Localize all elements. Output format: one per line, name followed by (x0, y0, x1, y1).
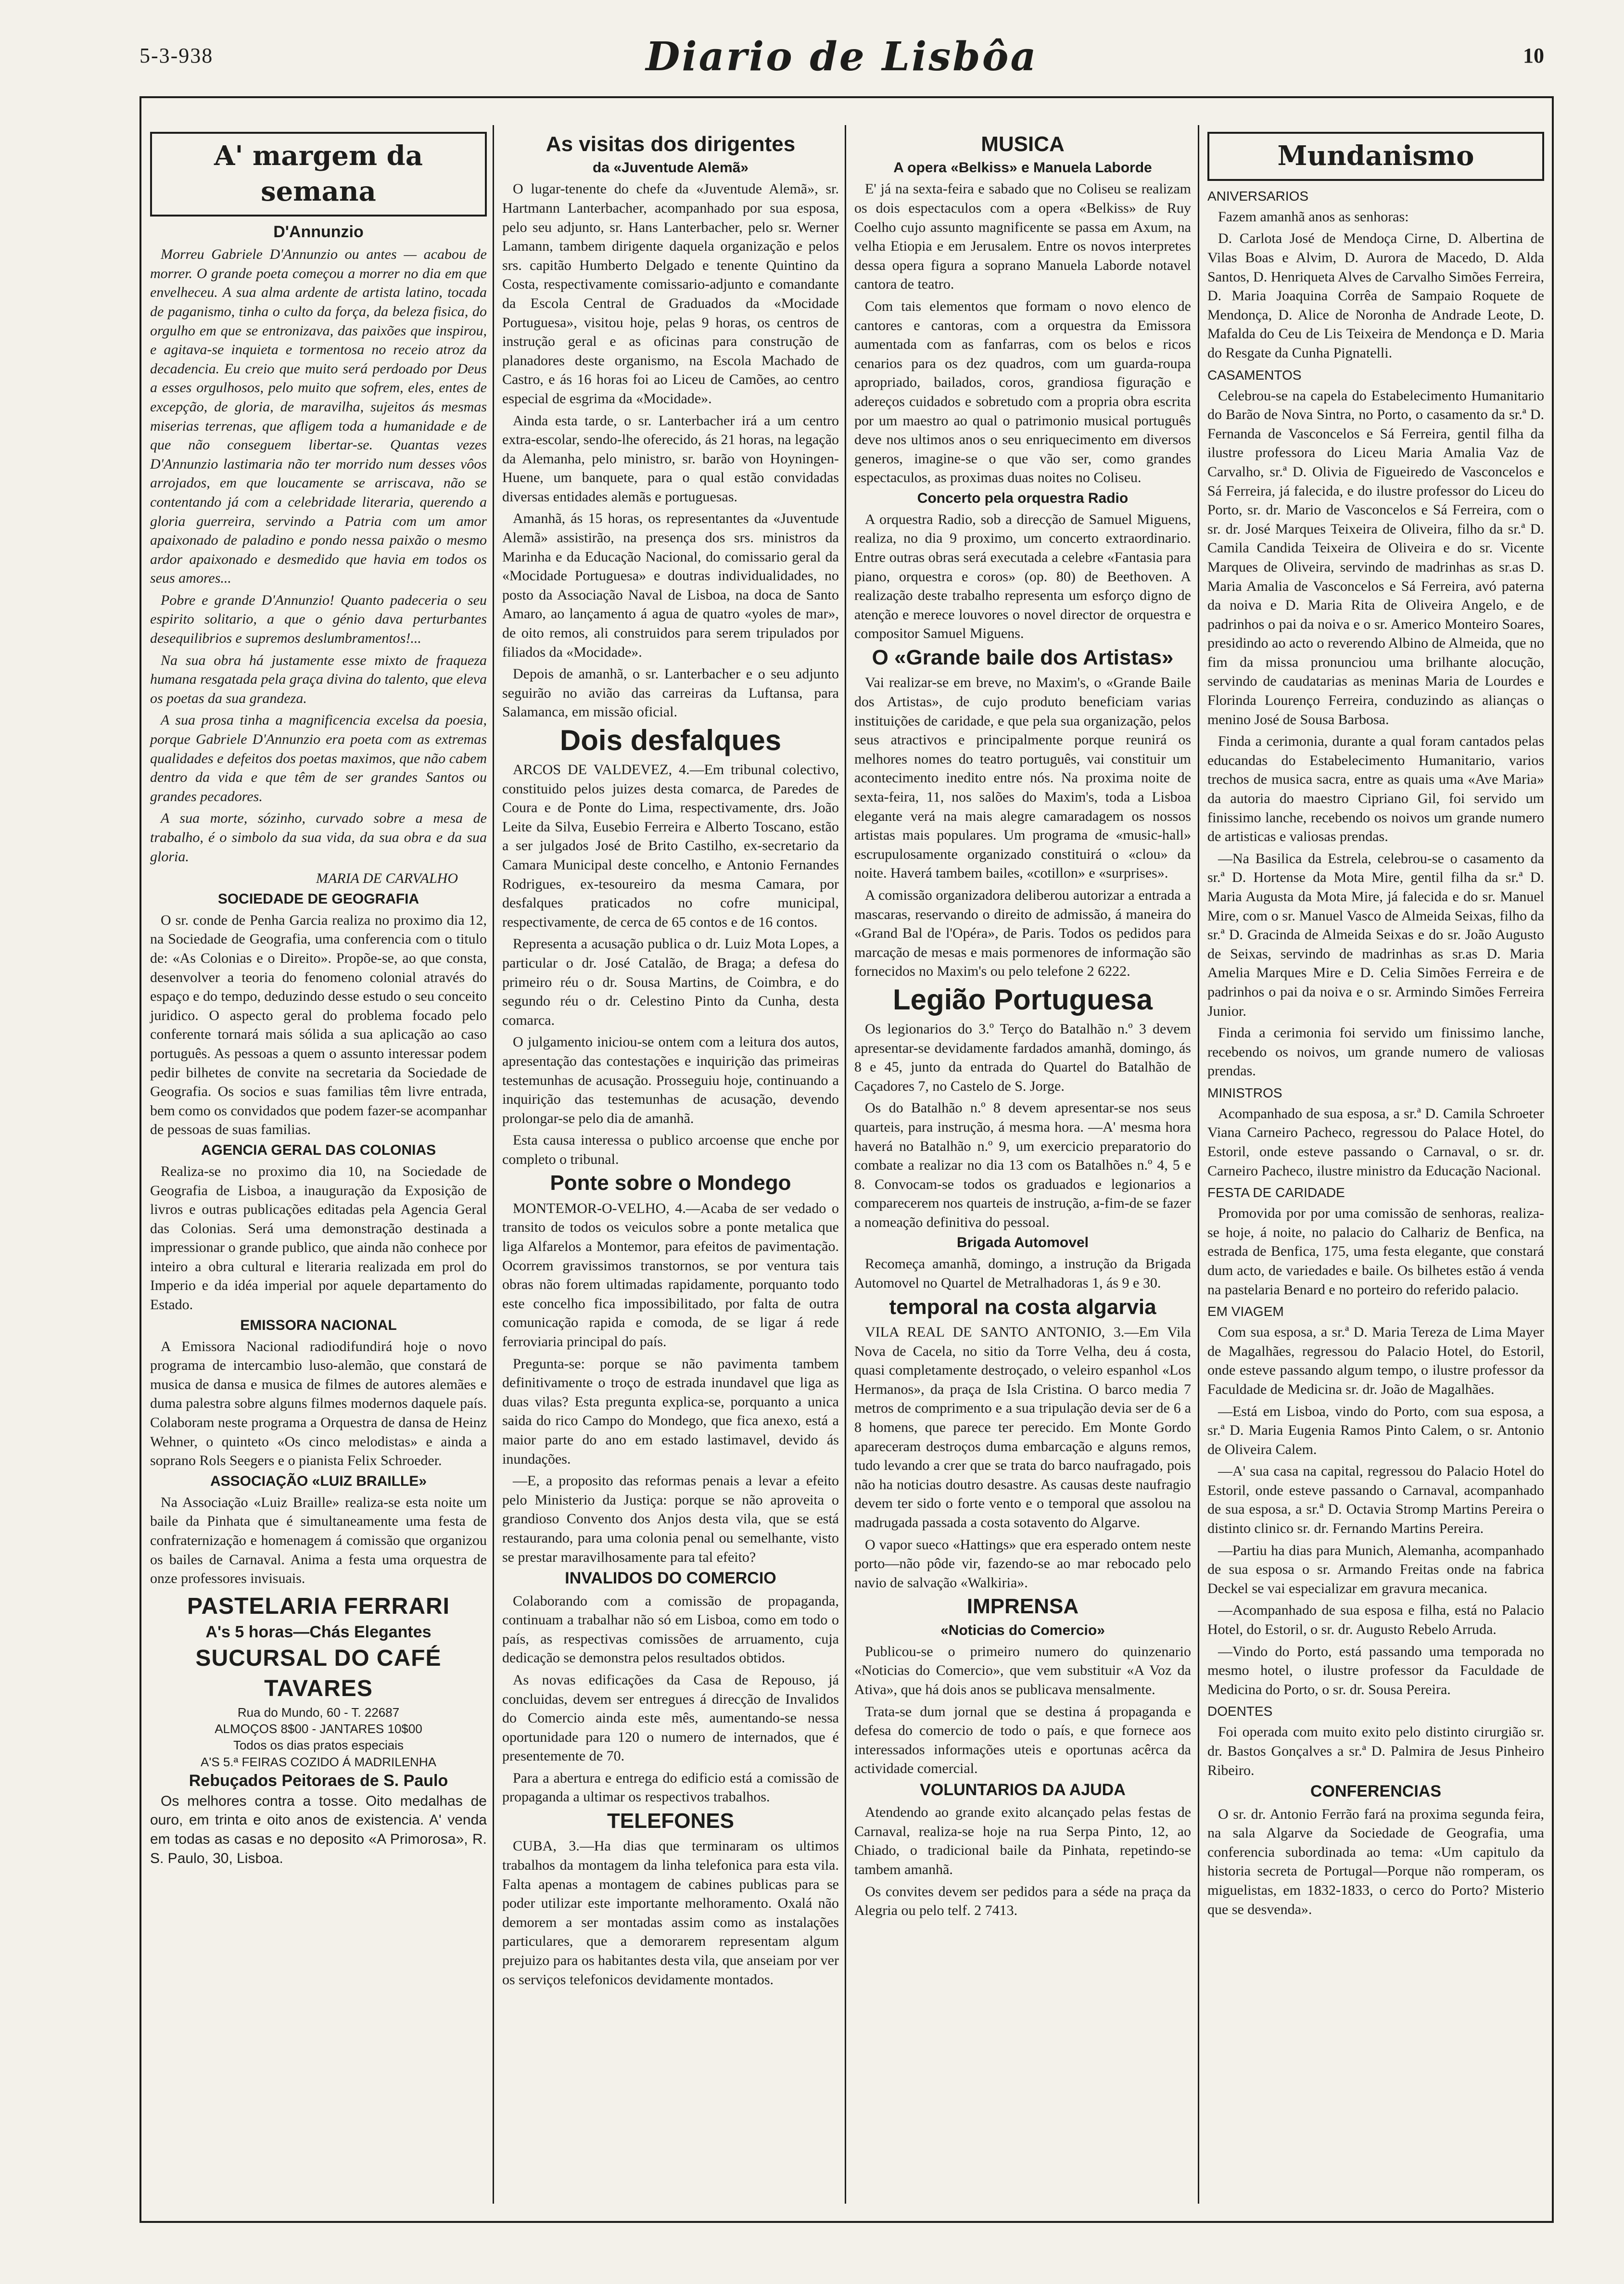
frame-top (140, 96, 1554, 98)
headline: INVALIDOS DO COMERCIO (565, 1569, 776, 1588)
headline: Dois desfalques (559, 724, 782, 757)
ad-line: A'S 5.ª FEIRAS COZIDO Á MADRILENHA (201, 1754, 436, 1769)
headline: temporal na costa algarvia (889, 1295, 1156, 1319)
ad-line: ALMOÇOS 8$00 - JANTARES 10$00 (215, 1722, 422, 1736)
article-paragraph: Fazem amanhã anos as senhoras: (1218, 208, 1409, 225)
section-text: Realiza-se no proximo dia 10, na Sociedade de Geografia de Lisboa, a inauguração da Exposição de livros e outras publicações editadas pela Agencia Geral das Colonias. Será uma demonstração destinada a impressionar o grande publico, que ainda não conhece por inteiro a obra cultural e literaria realizada em prol do Imperio e da idéa imperial por aquele departamento do Estado. (150, 1163, 487, 1313)
ad-title: SUCURSAL DO CAFÉ TAVARES (195, 1646, 442, 1702)
article-paragraph: Os convites devem ser pedidos para a séde na praça da Alegria ou pelo telf. 2 7413. (854, 1883, 1191, 1919)
article-paragraph: D. Carlota José de Mendoça Cirne, D. Albertina de Vilas Boas e Alvim, D. Aurora de Macedo, D. Alda Santos, D. Henriqueta Alves de Carvalho Simões Ferreira, D. Maria Joaquina Corrêa de Sampaio Roquete de Mendonça, D. Alice de Noronha de Andrade Leote, D. Mafalda do Ceu de Lis Teixeira de Mendonça e D. Maria do Resgate da Cunha Pignatelli. (1207, 230, 1544, 361)
advertisement (150, 1770, 487, 1868)
article-paragraph: MONTEMOR-O-VELHO, 4.—Acaba de ser vedado o transito de todos os veiculos sobre a ponte metalica que liga Alfarelos a Montemor, para efeitos de pavimentação. Ocorrem gravissimos transtornos, se por ventura tais obras não forem ultimadas rapidamente, porquanto todo este concelho fica impossibilitado, por falta de outra comunicação rapida e comoda, de se ligar á rede ferroviaria principal do país. (502, 1200, 839, 1350)
section-text: O sr. conde de Penha Garcia realiza no proximo dia 12, na Sociedade de Geografia, uma conferencia com o titulo de: «As Colonias e o Direito». Propõe-se, ao que consta, desenvolver a teoria do fenomeno colonial através do espaço e do tempo, deduzindo desse estudo o seu conceito juridico. O aspecto geral do problema focado pelo conferente tornará mais sólida a sua aplicação ao caso português. As pessoas a quem o assunto interessar podem pedir bilhetes de convite na secretaria da Sociedade de Geografia. Os socios e suas familias têm livre entrada, bem como os convidados que podem fazer-se acompanhar de pessoas de suas familias. (150, 912, 487, 1138)
headline: A opera «Belkiss» e Manuela Laborde (893, 160, 1152, 176)
article-paragraph: Esta causa interessa o publico arcoense que enche por completo o tribunal. (502, 1132, 839, 1167)
column-box-title: A' margem da semana (214, 140, 423, 207)
headline: VOLUNTARIOS DA AJUDA (920, 1780, 1126, 1799)
headline: O «Grande baile dos Artistas» (872, 646, 1174, 670)
article-paragraph: Publicou-se o primeiro numero do quinzenario «Noticias do Comercio», que vem substituir «A Voz da Ativa», que há dois anos se publicava mensalmente. (854, 1643, 1191, 1697)
section-header: MUSICA (981, 132, 1065, 156)
section-heading: AGENCIA GERAL DAS COLONIAS (201, 1142, 436, 1158)
ad-line: Todos os dias pratos especiais (233, 1738, 404, 1753)
article-paragraph: Pregunta-se: porque se não pavimenta tambem definitivamente o troço de estrada inundavel que liga as duas vilas? Esta pregunta explica-se, porquanto a unica saida do rico Campo do Mondego, que fica anexo, está a maior parte do ano em estado lastimavel, devido ás inundações. (502, 1355, 839, 1467)
ad-title: Rebuçados Peitoraes de S. Paulo (189, 1772, 448, 1790)
article-paragraph: Com sua esposa, a sr.ª D. Maria Tereza de Lima Mayer de Magalhães, regressou do Palacio Hotel, do Estoril, onde esteve passando algum tempo, o ilustre professor da Faculdade de Medicina sr. dr. João de Magalhães. (1207, 1324, 1544, 1397)
masthead (140, 34, 1544, 82)
column-box (1207, 132, 1544, 181)
column-rule-2 (845, 125, 846, 2204)
headline: CONFERENCIAS (1310, 1782, 1442, 1801)
headline: «Noticias do Comercio» (940, 1622, 1105, 1638)
headline: As visitas dos dirigentes (546, 132, 796, 156)
section-title: D'Annunzio (273, 222, 364, 241)
frame-right (1552, 96, 1554, 2223)
article-paragraph: As novas edificações da Casa de Repouso, já concluidas, devem ser entregues á direcção de Invalidos do Comercio ainda este mês, aumentando-se nessa oportunidade para 120 o numero de internados, que é presentemente de 70. (502, 1672, 839, 1764)
article-paragraph: —Na Basilica da Estrela, celebrou-se o casamento da sr.ª D. Hortense da Mota Mire, gentil filha da sr.ª D. Maria Augusta da Mota Mire, já falecida e do sr. Manuel Mire, com o sr. Manuel Vasco de Almeida Seixas, filho da sr.ª D. Gracinda de Almeida Seixas e do sr. João Augusto de Seixas, servindo de madrinhas as sr.as D. Maria Amelia Marques Mire e D. Celia Simões Ferreira e de padrinhos o pai da noiva e o sr. Armindo Simões Ferreira Junior. (1207, 850, 1544, 1019)
newspaper-title: Diario de Lisbôa (646, 34, 1038, 80)
headline: Ponte sobre o Mondego (550, 1171, 791, 1195)
article-paragraph: Representa a acusação publica o dr. Luiz Mota Lopes, a particular o dr. José Catalão, de Braga; a defesa do primeiro réu o dr. Sousa Martins, de Coimbra, e do segundo réu o dr. Celestino Pinto da Cunha, desta comarca. (502, 936, 839, 1028)
section-label: CASAMENTOS (1207, 367, 1302, 383)
article-paragraph: Ainda esta tarde, o sr. Lanterbacher irá a um centro extra-escolar, sendo-lhe oferecido, ás 21 horas, na legação da Alemanha, pelo ministro, sr. barão von Hoyningen-Huene, um banquete, para o qual estão convidadas diversas entidades alemãs e portuguesas. (502, 412, 839, 505)
section-header: IMPRENSA (966, 1595, 1079, 1619)
article-paragraph: —A' sua casa na capital, regressou do Palacio Hotel do Estoril, onde esteve passando o Carnaval, acompanhado de sua esposa, a sr.ª D. Octavia Stromp Martins Pereira o distinto clinico sr. dr. Fernando Martins Pereira. (1207, 1463, 1544, 1537)
headline: Legião Portuguesa (892, 983, 1153, 1016)
section-label: ANIVERSARIOS (1207, 188, 1309, 204)
headline: TELEFONES (607, 1809, 735, 1833)
article-paragraph: Finda a cerimonia, durante a qual foram cantados pelas educandas do Estabelecimento Humanitario, varios trechos de musica sacra, entre as quais uma «Ave Maria» da autoria do maestro Cipriano Gil, foi servido um finissimo lanche, recebendo os noivos um grande numero de artisticas e valiosas prendas. (1207, 733, 1544, 845)
column-1 (150, 130, 487, 1871)
column-2 (502, 130, 839, 1992)
article-paragraph: Para a abertura e entrega do edificio está a comissão de propaganda a ultimar os respectivos trabalhos. (502, 1770, 839, 1805)
article-paragraph: —Partiu ha dias para Munich, Alemanha, acompanhado de sua esposa o sr. Armando Freitas onde na fabrica Deckel se vai especializar em gravura mecanica. (1207, 1542, 1544, 1596)
article-paragraph: A sua prosa tinha a magnificencia excelsa da poesia, porque Gabriele D'Annunzio era poeta com as extremas qualidades e defeitos dos poetas maximos, que não cabem dentro da vida e que têm de ser grandes Santos ou grandes pecadores. (150, 712, 487, 804)
headline: Concerto pela orquestra Radio (917, 490, 1129, 506)
article-paragraph: Finda a cerimonia foi servido um finissimo lanche, recebendo os noivos, um grande numero de valiosas prendas. (1207, 1025, 1544, 1079)
article-paragraph: —Acompanhado de sua esposa e filha, está no Palacio Hotel, do Estoril, o sr. dr. Augusto Rebelo Arruda. (1207, 1602, 1544, 1638)
article-paragraph: Com tais elementos que formam o novo elenco de cantores e cantoras, com a orquestra da Emissora aumentada com as fanfarras, com os belos e ricos cenarios para os dez quadros, com um guarda-roupa apropriado, bailados, coros, grandiosa figuração e adereços cuidados e sobretudo com a propria obra escrita por um maestro ao qual o patrimonio musical português deve nos ultimos anos o seu enriquecimento em diversos generos, imagine-se o que vão ser, como grandes espectaculos, as proximas duas noites no Coliseu. (854, 298, 1191, 486)
article-paragraph: Trata-se dum jornal que se destina á propaganda e defesa do comercio de todo o país, e que fornece aos interessados informações uteis e oportunas acêrca da actividade comercial. (854, 1703, 1191, 1777)
headline: Brigada Automovel (957, 1235, 1089, 1251)
column-rule-1 (493, 125, 494, 2204)
article-paragraph: O sr. dr. Antonio Ferrão fará na proxima segunda feira, na sala Algarve da Sociedade de Geografia, uma conferencia subordinada ao tema: «Um capitulo da historia secreta de Portugal—Porque não romperam, os miguelistas, em 1832-1833, o cerco do Porto? Misterio que se desvenda». (1207, 1806, 1544, 1917)
article-paragraph: ARCOS DE VALDEVEZ, 4.—Em tribunal colectivo, constituido pelos juizes desta comarca, de Paredes de Coura e de Ponte do Lima, respectivamente, drs. João Leite da Silva, Eusebio Ferreira e Alberto Toscano, estão a ser julgados José de Brito Castilho, ex-secretario da Camara Municipal deste concelho, e Antonio Fernandes Rodrigues, ex-tesoureiro da mesma Camara, por desfalques praticados no cofre municipal, respectivamente, de cerca de 65 contos e de 16 contos. (502, 762, 839, 930)
column-box-title: Mundanismo (1277, 140, 1474, 172)
article-paragraph: Morreu Gabriele D'Annunzio ou antes — acabou de morrer. O grande poeta começou a morrer no dia em que envelheceu. A sua alma ardente de artista latino, tocada de paganismo, tinha o culto da força, da beleza fisica, do orgulho em que se entronizava, das paixões que inspirou, e agitava-se inquieta e tormentosa no receio atroz da decadencia. Eu creio que muito será perdoado por Deus a esses orgulhosos, pelo muito que sofrem, eles, entes de excepção, de gloria, de maravilha, sujeitos ás mesmas miserias terrenas, que afligem toda a humanidade e de que não conseguem libertar-se. Quantas vezes D'Annunzio lastimaria não ter morrido num desses vôos arrojados, em que loucamente se arriscava, não se contentando já com a celebridade literaria, querendo a gloria guerreira, servindo a Patria com um amor apaixonado de paladino e pondo nessa paixão o mesmo ardor apaixonado e desmedido que havia em todos os seus amores... (150, 246, 487, 587)
section-heading: SOCIEDADE DE GEOGRAFIA (217, 891, 419, 907)
section-heading: ASSOCIAÇÃO «LUIZ BRAILLE» (210, 1473, 427, 1489)
ad-line: Rua do Mundo, 60 - T. 22687 (237, 1705, 400, 1720)
article-paragraph: Celebrou-se na capela do Estabelecimento Humanitario do Barão de Nova Sintra, no Porto, o casamento da sr.ª D. Fernanda de Vasconcelos e Sá Ferreira, gentil filha da ilustre professora do Liceu Maria Amalia Vaz de Carvalho, sr.ª D. Olivia de Figueiredo de Vasconcelos e Sá Ferreira, já falecida, e do ilustre professor do Liceu do Porto, sr. dr. Mario de Vasconcelos e Sá Ferreira, com o sr. dr. José Marques Teixeira de Oliveira, filho da sr.ª D. Camila Candida Teixeira de Oliveira e do sr. Vicente Marques de Oliveira, servindo de madrinhas as sr.as D. Maria Amalia de Vasconcelos e Sá Ferreira, avó paterna da noiva e D. Maria Rita de Oliveira Angelo, e de padrinhos o pai da noiva e o sr. Americo Monteiro Soares, presidindo ao acto o reverendo Albino de Almeida, que no fim da missa pronunciou uma brilhante alocução, servindo de caudatarias as meninas Maria de Lourdes e Florinda Lourenço Ferreira, conduzindo as alianças o menino José de Sousa Barbosa. (1207, 387, 1544, 727)
frame-left (140, 96, 141, 2223)
article-paragraph: Amanhã, ás 15 horas, os representantes da «Juventude Alemã» assistirão, na presença dos srs. ministros da Marinha e da Educação Nacional, do comissario geral da «Mocidade Portuguesa» e doutras individualidades, no posto da Associação Naval de Lisboa, na doca de Santo Amaro, ao lançamento á agua de quatro «yoles de mar», de oito remos, ali construidos para serem tripulados por filiados da «Mocidade». (502, 510, 839, 660)
article-paragraph: O lugar-tenente do chefe da «Juventude Alemã», sr. Hartmann Lanterbacher, acompanhado por sua esposa, pelo seu adjunto, sr. Hans Lanterbacher, pelo sr. Werner Lamann, tambem dirigente daquela organização e pelos srs. capitão Humberto Delgado e tenente Quintino da Costa, respectivamente comissario-adjunto e comandante da Escola Central de Graduados da «Mocidade Portuguesa», visitou hoje, pelas 9 horas, os centros de instrução geral e as oficinas para construção de planadores deste organismo, na Escola Machado de Castro, e ás 16 horas foi ao Liceu de Camões, ao centro especial de esgrima da «Mocidade». (502, 181, 839, 407)
article-paragraph: —Está em Lisboa, vindo do Porto, com sua esposa, a sr.ª D. Maria Eugenia Ramos Pinto Calem, o sr. Antonio de Oliveira Calem. (1207, 1403, 1544, 1457)
article-paragraph: Os do Batalhão n.º 8 devem apresentar-se nos seus quarteis, para instrução, á mesma hora. —A' mesma hora haverá no Batalhão n.º 9, um exercicio preparatorio do combate a realizar no dia 13 com os Batalhões n.º 4, 5 e 8. Convocam-se todos os graduados e legionarios a comparecerem nos quarteis de instrução, a-fim-de se fazer a nomeação definitiva do pessoal. (854, 1100, 1191, 1230)
article-paragraph: Promovida por por uma comissão de senhoras, realiza-se hoje, á noite, no palacio do Calhariz de Benfica, na estrada de Benfica, 175, uma festa elegante, que constará dum acto, de variedades e baile. Os bilhetes estão á venda na pastelaria Benard e no porteiro do referido palacio. (1207, 1205, 1544, 1298)
subheadline: da «Juventude Alemã» (592, 160, 749, 176)
section-text: Na Associação «Luiz Braille» realiza-se esta noite um baile da Pinhata que é simultaneamente uma festa de confraternização e homenagem á comissão que organizou os bailes de Carnaval. Anima a festa uma orquestra de onze professores invisuais. (150, 1494, 487, 1587)
column-rule-3 (1198, 125, 1199, 2204)
article-paragraph: O julgamento iniciou-se ontem com a leitura dos autos, apresentação das contestações e inquirição das primeiras testemunhas de acusação. Prosseguiu hoje, continuando a inquirição das testemunhas de acusação, devendo prolongar-se pelo dia de amanhã. (502, 1034, 839, 1126)
article-paragraph: Na sua obra há justamente esse mixto de fraqueza humana resgatada pela graça divina do talento, que eleva os poetas da sua grandeza. (150, 652, 487, 706)
ad-title: PASTELARIA FERRARI (187, 1593, 450, 1619)
frame-bottom (140, 2221, 1554, 2223)
article-paragraph: Atendendo ao grande exito alcançado pelas festas de Carnaval, realiza-se hoje na rua Serpa Pinto, 12, ao Chiado, o tradicional baile da Pinhata, repetindo-se tambem amanhã. (854, 1804, 1191, 1878)
article-paragraph: O vapor sueco «Hattings» que era esperado ontem neste porto—não pôde vir, fazendo-se ao mar rebocado pelo navio de salvação «Walkiria». (854, 1536, 1191, 1591)
article-paragraph: Acompanhado de sua esposa, a sr.ª D. Camila Schroeter Viana Carneiro Pacheco, regressou do Palace Hotel, do Estoril, onde esteve passando o Carnaval, o sr. dr. Carneiro Pacheco, ilustre ministro da Educação Nacional. (1207, 1105, 1544, 1179)
article-paragraph: Recomeça amanhã, domingo, a instrução da Brigada Automovel no Quartel de Metralhadoras 1, ás 9 e 30. (854, 1256, 1191, 1291)
section-label: FESTA DE CARIDADE (1207, 1185, 1345, 1200)
article-paragraph: E' já na sexta-feira e sabado que no Coliseu se realizam os dois espectaculos com a opera «Belkiss» de Ruy Coelho cujo assunto magnificente se passa em Axum, na velha Etiopia e em Jerusalem. Entre os novos interpretes dessa opera figura a soprano Manuela Laborde notavel cantora de teatro. (854, 181, 1191, 293)
section-heading: EMISSORA NACIONAL (240, 1317, 397, 1333)
section-label: MINISTROS (1207, 1085, 1282, 1100)
article-paragraph: Colaborando com a comissão de propaganda, continuam a trabalhar não só em Lisboa, como em todo o país, as respectivas comissões de arruamento, cuja dedicação se demonstra pelos resultados obtidos. (502, 1593, 839, 1666)
column-box (150, 132, 487, 217)
page-number: 10 (1523, 44, 1544, 67)
ad-text: Os melhores contra a tosse. Oito medalhas de ouro, em trinta e oito anos de existencia. A' venda em todas as casas e no deposito «A Primorosa», R. S. Paulo, 30, Lisboa. (150, 1793, 487, 1866)
issue-date: 5-3-938 (140, 44, 214, 67)
advertisement (150, 1591, 487, 1643)
article-paragraph: Foi operada com muito exito pelo distinto cirurgião sr. dr. Bastos Gonçalves a sr.ª D. Palmira de Jesus Pinheiro Ribeiro. (1207, 1724, 1544, 1778)
section-label: DOENTES (1207, 1704, 1273, 1719)
article-paragraph: A comissão organizadora deliberou autorizar a entrada a mascaras, reservando o direito de admissão, á maneira do «Grand Bal de l'Opéra», de Paris. Todos os pedidos para marcação de mesas e mais pormenores de informação são fornecidos no Maxim's ou pelo telefone 2 6222. (854, 887, 1191, 980)
byline: MARIA DE CARVALHO (316, 870, 458, 887)
article-paragraph: Os legionarios do 3.º Terço do Batalhão n.º 3 devem apresentar-se devidamente fardados amanhã, domingo, ás 8 e 45, junto da entrada do Quartel do Batalhão de Caçadores 7, no Castelo de S. Jorge. (854, 1021, 1191, 1094)
section-label: EM VIAGEM (1207, 1304, 1284, 1319)
article-paragraph: Vai realizar-se em breve, no Maxim's, o «Grande Baile dos Artistas», de cujo produto beneficiam varias instituições de caridade, e que pela sua organização, pelos seus atractivos e principalmente porque reunirá os melhores nomes do teatro português, vai constituir um acontecimento inedito entre nós. Na proxima noite de sexta-feira, 11, nos salões do Maxim's, toda a Lisboa elegante verá na mais alegre camaradagem os nossos artistas mais populares. Um programa de «music-hall» escrupulosamente organizado constituirá o «clou» da noite. Haverá tambem bailes, «cotillon» e «surprises». (854, 675, 1191, 881)
section-text: A Emissora Nacional radiodifundirá hoje o novo programa de intercambio luso-alemão, que constará de musica de dansa e musica de filmes de autores alemães e duma palestra sobre alguns filmes modernos daquele país. Colaboram neste programa a Orquestra de dansa de Heinz Wehner, o quinteto «Os cinco melodistas» e ainda a soprano Rols Seegers e o pianista Felix Schroeder. (150, 1338, 487, 1469)
article-paragraph: CUBA, 3.—Ha dias que terminaram os ultimos trabalhos da montagem da linha telefonica para esta vila. Falta apenas a montagem de cabines publicas para se poder utilizar este importante melhoramento. Oxalá não demorem a ser montadas assim como as instalações particulares, que a demorarem representam algum prejuizo para os habitantes desta vila, que anseiam por ver os serviços telefonicos devidamente montados. (502, 1838, 839, 1988)
article-paragraph: Depois de amanhã, o sr. Lanterbacher e o seu adjunto seguirão no avião das carreiras da Luftansa, para Salamanca, em missão oficial. (502, 666, 839, 720)
column-3 (854, 130, 1191, 1923)
article-paragraph: VILA REAL DE SANTO ANTONIO, 3.—Em Vila Nova de Cacela, no sitio da Torre Velha, deu á costa, quasi completamente destroçado, o veleiro espanhol «Los Hermanos», da praça de Isla Cristina. O barco media 7 metros de comprimento e a sua tripulação devia ser de 6 a 8 homens, que parece ter perecido. Em Monte Gordo apareceram destroços duma embarcação e alguns remos, tudo levando a crer que se trata do barco naufragado, pois não ha noticias doutro desastre. As causas deste naufragio devem ter sido o forte vento e o temporal que assolou na madrugada passada a costa sotavento do Algarve. (854, 1324, 1191, 1531)
column-4 (1207, 130, 1544, 1922)
article-paragraph: —Vindo do Porto, está passando uma temporada no mesmo hotel, o ilustre professor da Faculdade de Medicina do Porto, o sr. dr. Sousa Pereira. (1207, 1643, 1544, 1697)
ad-subtitle: A's 5 horas—Chás Elegantes (205, 1623, 431, 1642)
article-paragraph: A orquestra Radio, sob a direcção de Samuel Miguens, realiza, no dia 9 proximo, um concerto extraordinario. Entre outras obras será executada a celebre «Fantasia para piano, orquestra e coros» (op. 80) de Beethoven. A realização deste trabalho representa um esforço digno de atenção e merece louvores o novel director de orquestra e compositor Samuel Miguens. (854, 511, 1191, 642)
article-paragraph: —E, a proposito das reformas penais a levar a efeito pelo Ministerio da Justiça: porque se não aproveita o grandioso Convento dos Anjos desta vila, que se está restaurando, para uma colonia penal ou semelhante, visto se prestar maravilhosamente para tal efeito? (502, 1473, 839, 1565)
advertisement (150, 1643, 487, 1770)
article-paragraph: Pobre e grande D'Annunzio! Quanto padeceria o seu espirito solitario, a que o génio dava perturbantes desequilibrios e supremos deslumbramentos!... (150, 592, 487, 647)
article-paragraph: A sua morte, sózinho, curvado sobre a mesa de trabalho, é o simbolo da sua vida, da sua obra e da sua gloria. (150, 810, 487, 865)
